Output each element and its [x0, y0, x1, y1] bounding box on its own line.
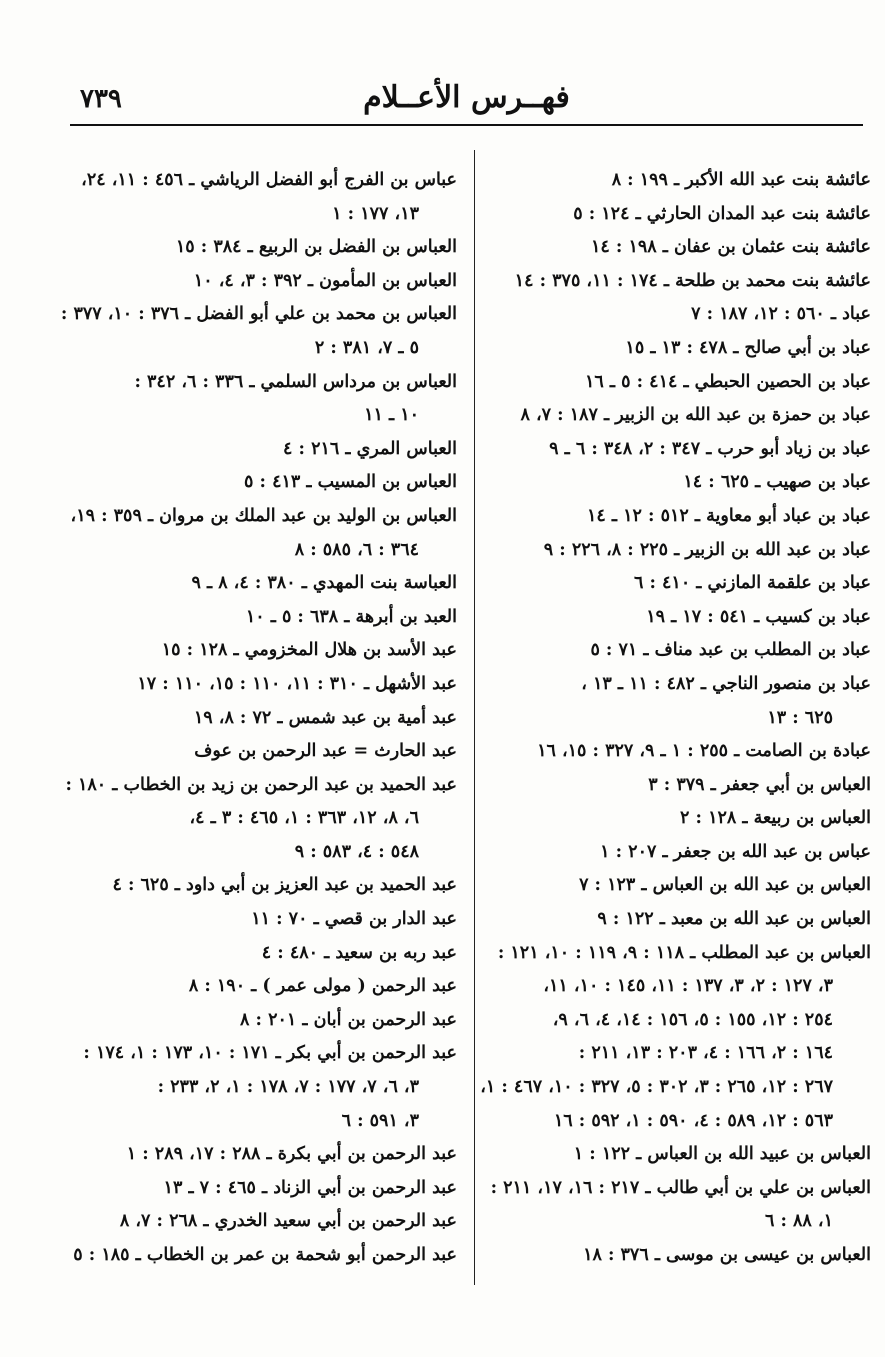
index-entry: عباد بن الحصين الحبطي ـ ٤١٤ : ٥ ـ ١٦: [584, 371, 871, 392]
index-entry-continuation: ٥٤٨ : ٤، ٥٨٣ : ٩: [294, 841, 419, 862]
index-entry: عباد بن عبد الله بن الزبير ـ ٢٢٥ : ٨، ٢٢٦ : ٩: [543, 539, 871, 560]
index-entry: العباس بن مرداس السلمي ـ ٣٣٦ : ٦، ٣٤٢ :: [134, 371, 457, 392]
index-entry: عبد الرحمن بن أبي بكر ـ ١٧١ : ١٠، ١٧٣ : ١، ١٧٤ :: [83, 1043, 457, 1064]
index-entry-continuation: ٦٢٥ : ١٣: [767, 707, 833, 728]
running-title: فهــرس الأعــلام: [363, 80, 570, 115]
index-column-right: [425, 164, 871, 1273]
index-entry-continuation: ٣، ٥٩١ : ٦: [341, 1110, 419, 1131]
index-entry: العباس بن عبيد الله بن العباس ـ ١٢٢ : ١: [573, 1144, 871, 1165]
index-entry: عبد الرحمن ( مولى عمر ) ـ ١٩٠ : ٨: [188, 976, 457, 997]
index-entry-continuation: ٢٦٧ : ١٢، ٢٦٥ : ٣، ٣٠٢ : ٥، ٣٢٧ : ١٠، ٤٦٧ : ١،: [480, 1077, 833, 1098]
index-entry: عباد بن منصور الناجي ـ ٤٨٢ : ١١ ـ ١٣ ،: [581, 673, 871, 694]
index-entry-continuation: ١٣، ١٧٧ : ١: [332, 203, 419, 224]
index-entry: عباد بن أبي صالح ـ ٤٧٨ : ١٣ ـ ١٥: [625, 337, 871, 358]
index-entry: عبد ربه بن سعيد ـ ٤٨٠ : ٤: [261, 942, 457, 963]
index-entry: العباس بن عبد المطلب ـ ١١٨ : ٩، ١١٩ : ١٠، ١٢١ :: [497, 942, 871, 963]
index-entry: عبد الدار بن قصي ـ ٧٠ : ١١: [251, 909, 457, 930]
index-entry: عبد الرحمن بن أبي سعيد الخدري ـ ٢٦٨ : ٧، ٨: [119, 1211, 457, 1232]
index-entry: عبادة بن الصامت ـ ٢٥٥ : ١ ـ ٩، ٣٢٧ : ١٥، ١٦: [537, 741, 871, 762]
index-entry: العباس بن أبي جعفر ـ ٣٧٩ : ٣: [648, 774, 871, 795]
index-entry: عباد ـ ٥٦٠ : ١٢، ١٨٧ : ٧: [691, 304, 871, 325]
index-entry: عبد أمية بن عبد شمس ـ ٧٢ : ٨، ١٩: [193, 707, 457, 728]
index-entry: عباد بن علقمة المازني ـ ٤١٠ : ٦: [633, 573, 871, 594]
column-divider: [474, 150, 475, 1285]
index-entry: عبد الرحمن أبو شحمة بن عمر بن الخطاب ـ ١٨٥ : ٥: [73, 1245, 457, 1265]
index-entry: العباس بن المأمون ـ ٣٩٢ : ٣، ٤، ١٠: [193, 270, 457, 291]
index-entry: عائشة بنت عثمان بن عفان ـ ١٩٨ : ١٤: [590, 237, 871, 258]
index-entry: عبد الأشهل ـ ٣١٠ : ١١، ١١٠ : ١٥، ١١٠ : ١٧: [137, 673, 457, 694]
index-entry: عباد بن صهيب ـ ٦٢٥ : ١٤: [683, 472, 871, 493]
index-entry-continuation: ٣، ٦، ٧، ١٧٧ : ٧، ١٧٨ : ١، ٢، ٢٣٣ :: [157, 1077, 419, 1098]
index-entry: العباس بن عبد الله بن معبد ـ ١٢٢ : ٩: [597, 909, 871, 930]
index-entry: العباس بن الفضل بن الربيع ـ ٣٨٤ : ١٥: [175, 237, 457, 258]
index-entry-continuation: ١، ٨٨ : ٦: [764, 1211, 833, 1232]
index-entry-continuation: ٢٥٤ : ١٢، ١٥٥ : ٥، ١٥٦ : ١٤، ٤، ٦، ٩،: [552, 1009, 833, 1030]
index-entry: عباد بن عباد أبو معاوية ـ ٥١٢ : ١٢ ـ ١٤: [587, 505, 871, 526]
index-entry: عائشة بنت عبد المدان الحارثي ـ ١٢٤ : ٥: [573, 203, 871, 224]
index-entry-continuation: ١٦٤ : ٢، ١٦٦ : ٤، ٢٠٣ : ١٣، ٢١١ :: [578, 1043, 833, 1064]
page-header: [70, 78, 863, 122]
index-entry-continuation: ٣، ١٢٧ : ٢، ٣، ١٣٧ : ١١، ١٤٥ : ١٠، ١١،: [543, 976, 833, 997]
index-entry: عائشة بنت محمد بن طلحة ـ ١٧٤ : ١١، ٣٧٥ : ١٤: [514, 270, 871, 291]
index-entry: عبد الحميد بن عبد الرحمن بن زيد بن الخطاب ـ ١٨٠ :: [65, 774, 457, 795]
index-entry: عبد الحارث = عبد الرحمن بن عوف: [194, 741, 457, 762]
index-entry: عباد بن المطلب بن عبد مناف ـ ٧١ : ٥: [590, 640, 871, 661]
index-entry: العباس بن محمد بن علي أبو الفضل ـ ٣٧٦ : ١٠، ٣٧٧ :: [60, 304, 457, 325]
index-entry: عباد بن كسيب ـ ٥٤١ : ١٧ ـ ١٩: [646, 606, 871, 627]
index-entry: العباس بن الوليد بن عبد الملك بن مروان ـ ٣٥٩ : ١٩،: [70, 505, 457, 526]
index-entry: عائشة بنت عبد الله الأكبر ـ ١٩٩ : ٨: [611, 170, 871, 190]
index-entry: العباس المري ـ ٢١٦ : ٤: [283, 438, 457, 459]
index-entry: العباس بن ربيعة ـ ١٢٨ : ٢: [680, 808, 871, 829]
index-entry: عبد الحميد بن عبد العزيز بن أبي داود ـ ٦٢٥ : ٤: [112, 875, 457, 896]
index-entry: عباس بن عبد الله بن جعفر ـ ٢٠٧ : ١: [600, 841, 871, 862]
index-entry: العباسة بنت المهدي ـ ٣٨٠ : ٤، ٨ ـ ٩: [191, 573, 457, 594]
index-entry: عباد بن زياد أبو حرب ـ ٣٤٧ : ٢، ٣٤٨ : ٦ ـ ٩: [549, 438, 871, 459]
index-entry: العبد بن أبرهة ـ ٦٣٨ : ٥ ـ ١٠: [245, 606, 457, 627]
index-entry: عبد الرحمن بن أبان ـ ٢٠١ : ٨: [240, 1009, 457, 1030]
index-entry: عبد الرحمن بن أبي الزناد ـ ٤٦٥ : ٧ ـ ١٣: [163, 1177, 457, 1198]
index-entry-continuation: ٥ ـ ٧، ٣٨١ : ٢: [314, 337, 419, 358]
index-entry: العباس بن المسيب ـ ٤١٣ : ٥: [244, 472, 457, 493]
header-rule: [70, 124, 863, 126]
index-entry: العباس بن علي بن أبي طالب ـ ٢١٧ : ١٦، ١٧، ٢١١ :: [490, 1177, 871, 1198]
page-number: ٧٣٩: [80, 84, 122, 114]
index-entry-continuation: ٦، ٨، ١٢، ٣٦٣ : ١، ٤٦٥ : ٣ ـ ٤،: [189, 808, 419, 829]
index-column-left: [39, 164, 457, 1273]
index-entry: العباس بن عبد الله بن العباس ـ ١٢٣ : ٧: [579, 875, 871, 896]
index-entry: عباس بن الفرج أبو الفضل الرياشي ـ ٤٥٦ : ١١، ٢٤،: [81, 170, 457, 190]
index-entry-continuation: ١٠ ـ ١١: [364, 405, 419, 426]
index-entry: العباس بن عيسى بن موسى ـ ٣٧٦ : ١٨: [583, 1245, 871, 1265]
index-entry-continuation: ٥٦٣ : ١٢، ٥٨٩ : ٤، ٥٩٠ : ١، ٥٩٢ : ١٦: [553, 1110, 833, 1131]
index-entry: عبد الأسد بن هلال المخزومي ـ ١٢٨ : ١٥: [161, 640, 457, 661]
index-entry: عباد بن حمزة بن عبد الله بن الزبير ـ ١٨٧ : ٧، ٨: [520, 405, 871, 426]
index-entry-continuation: ٣٦٤ : ٦، ٥٨٥ : ٨: [294, 539, 419, 560]
index-entry: عبد الرحمن بن أبي بكرة ـ ٢٨٨ : ١٧، ٢٨٩ : ١: [126, 1144, 457, 1165]
